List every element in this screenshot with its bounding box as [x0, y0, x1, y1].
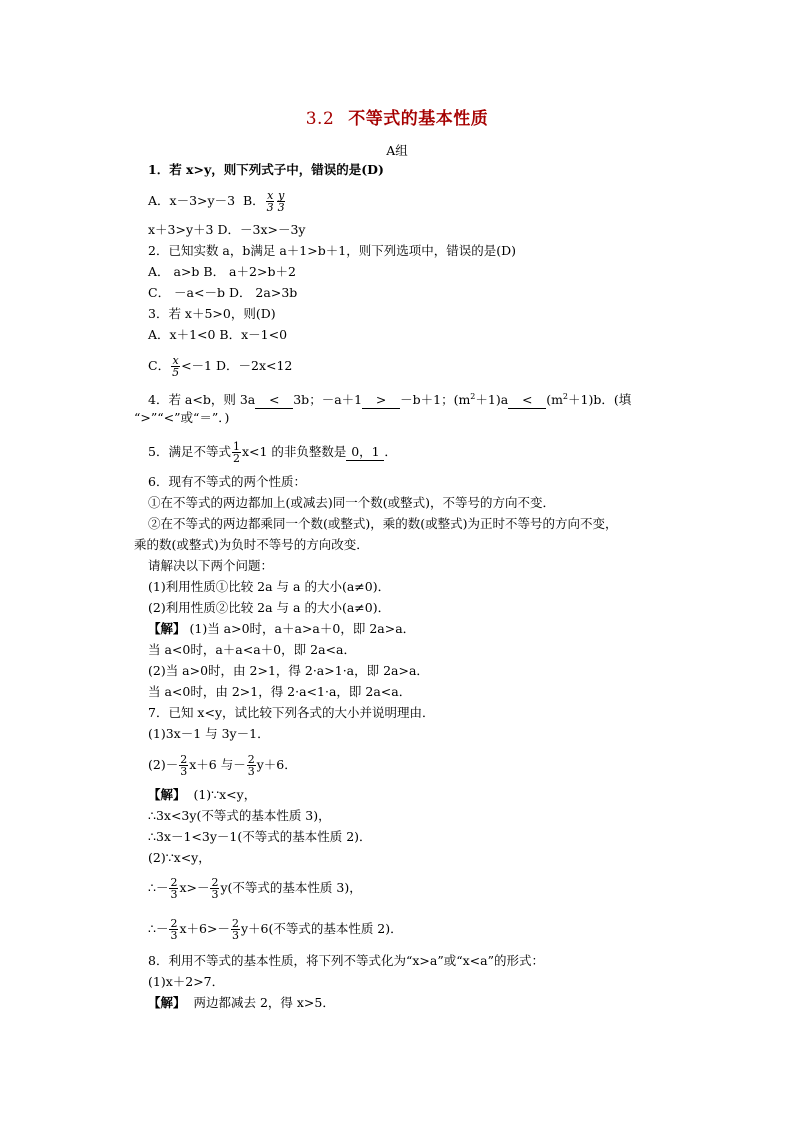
- question-7-stem: 7．已知 x<y，试比较下列各式的大小并说明理由．: [148, 705, 435, 720]
- question-4-line1: 4．若 a<b，则 3a < 3b；－a＋1 > －b＋1；$(m^2+1)a < (m^2+1)b$．(填: [148, 392, 632, 408]
- question-6-solution-4: 当 a<0时，由 2>1，得 2·a<1·a，即 2a<a．: [148, 684, 412, 699]
- question-8-solution: 【解】 两边都减去 2，得 x>5．: [148, 995, 335, 1010]
- question-7-item2: (2)－ $\frac{2}{3}$ x＋6 与－ $\frac{2}{3}$ y＋6．: [148, 753, 297, 778]
- question-7-solution-1: 【解】 (1)∵x<y，: [148, 787, 257, 802]
- question-8-item1: (1)x＋2>7．: [148, 974, 225, 989]
- question-2-options-row1: A． a>b B． a＋2>b＋2: [148, 264, 296, 279]
- question-8-stem: 8．利用不等式的基本性质，将下列不等式化为“x>a”或“x<a”的形式：: [148, 953, 544, 968]
- answer-blank: >: [362, 392, 400, 409]
- section-title: 不等式的基本性质: [348, 109, 489, 129]
- question-6-solution-1: 【解】 (1)当 a>0时，a＋a>a＋0，即 2a>a．: [148, 621, 416, 636]
- question-3-stem: 3．若 x＋5>0，则(D): [148, 306, 276, 321]
- question-7-solution-3: ∴3x－1<3y－1(不等式的基本性质 2)．: [148, 829, 372, 844]
- solution-label: 【解】: [148, 995, 186, 1010]
- fraction: $\frac{2}{3}$: [247, 753, 255, 778]
- question-7-solution-5: ∴－ $\frac{2}{3}$ x>－ $\frac{2}{3}$ y(不等式的基本性质 3)，: [148, 876, 362, 901]
- group-heading: A组: [386, 143, 408, 158]
- question-6-property2-cont: 乘的数(或整式)为负时不等号的方向改变．: [134, 537, 369, 552]
- solution-label: 【解】: [148, 621, 186, 636]
- question-3-options-row1: A．x＋1<0 B．x－1<0: [148, 327, 288, 342]
- question-4-line2: “>”“<”或“＝”．): [134, 410, 230, 425]
- question-6-stem: 6．现有不等式的两个性质：: [148, 474, 306, 489]
- fraction: $\frac{2}{3}$: [170, 917, 178, 942]
- fraction: $\frac{2}{3}$: [211, 876, 219, 901]
- question-2-stem: 2．已知实数 a，b满足 a＋1>b＋1，则下列选项中，错误的是(D): [148, 243, 516, 258]
- question-2-options-row2: C． －a<－b D． 2a>3b: [148, 285, 298, 300]
- question-1-options-row1: A．x－3>y－3 B． $\frac{x}{3}$ $\frac{y}{3}$: [148, 189, 285, 214]
- section-number: 3.2: [305, 109, 335, 129]
- question-6-solution-3: (2)当 a>0时，由 2>1，得 2·a>1·a，即 2a>a．: [148, 663, 429, 678]
- question-3-options-row2: C． $\frac{x}{5}$ <－1 D．－2x<12: [148, 354, 293, 379]
- fraction: $\frac{y}{3}$: [277, 189, 285, 214]
- page-title: [0, 104, 794, 129]
- question-7-item1: (1)3x－1 与 3y－1．: [148, 726, 270, 741]
- question-7-solution-6: ∴－ $\frac{2}{3}$ x＋6>－ $\frac{2}{3}$ y＋6(不等式的基本性质 2)．: [148, 917, 403, 942]
- question-7-solution-4: (2)∵x<y，: [148, 850, 211, 865]
- answer-blank: <: [508, 392, 546, 409]
- answer-blank: 0，1: [346, 444, 384, 461]
- question-1-stem: 1．若 x>y，则下列式子中，错误的是(D): [148, 162, 384, 177]
- fraction: $\frac{x}{5}$: [172, 354, 180, 379]
- fraction: $\frac{x}{3}$: [266, 189, 274, 214]
- question-6-property2: ②在不等式的两边都乘同一个数(或整式)，乘的数(或整式)为正时不等号的方向不变，: [148, 516, 618, 531]
- fraction: $\frac{2}{3}$: [180, 753, 188, 778]
- question-7-solution-2: ∴3x<3y(不等式的基本性质 3)，: [148, 808, 331, 823]
- fraction: $\frac{2}{3}$: [231, 917, 239, 942]
- fraction: $\frac{1}{2}$: [232, 440, 240, 465]
- answer-blank: <: [255, 392, 293, 409]
- question-6-solution-2: 当 a<0时，a＋a<a＋0，即 2a<a．: [148, 642, 356, 657]
- solution-label: 【解】: [148, 787, 186, 802]
- fraction: $\frac{2}{3}$: [170, 876, 178, 901]
- question-6-prompt: 请解决以下两个问题：: [148, 558, 274, 573]
- question-6-part2: (2)利用性质②比较 2a 与 a 的大小(a≠0)．: [148, 600, 391, 615]
- question-5: 5．满足不等式 $\frac{1}{2}$ x<1 的非负整数是 0，1 ．: [148, 440, 397, 465]
- question-6-property1: ①在不等式的两边都加上(或减去)同一个数(或整式)，不等号的方向不变．: [148, 495, 556, 510]
- question-1-options-row2: x＋3>y＋3 D．－3x>－3y: [148, 222, 306, 237]
- question-6-part1: (1)利用性质①比较 2a 与 a 的大小(a≠0)．: [148, 579, 391, 594]
